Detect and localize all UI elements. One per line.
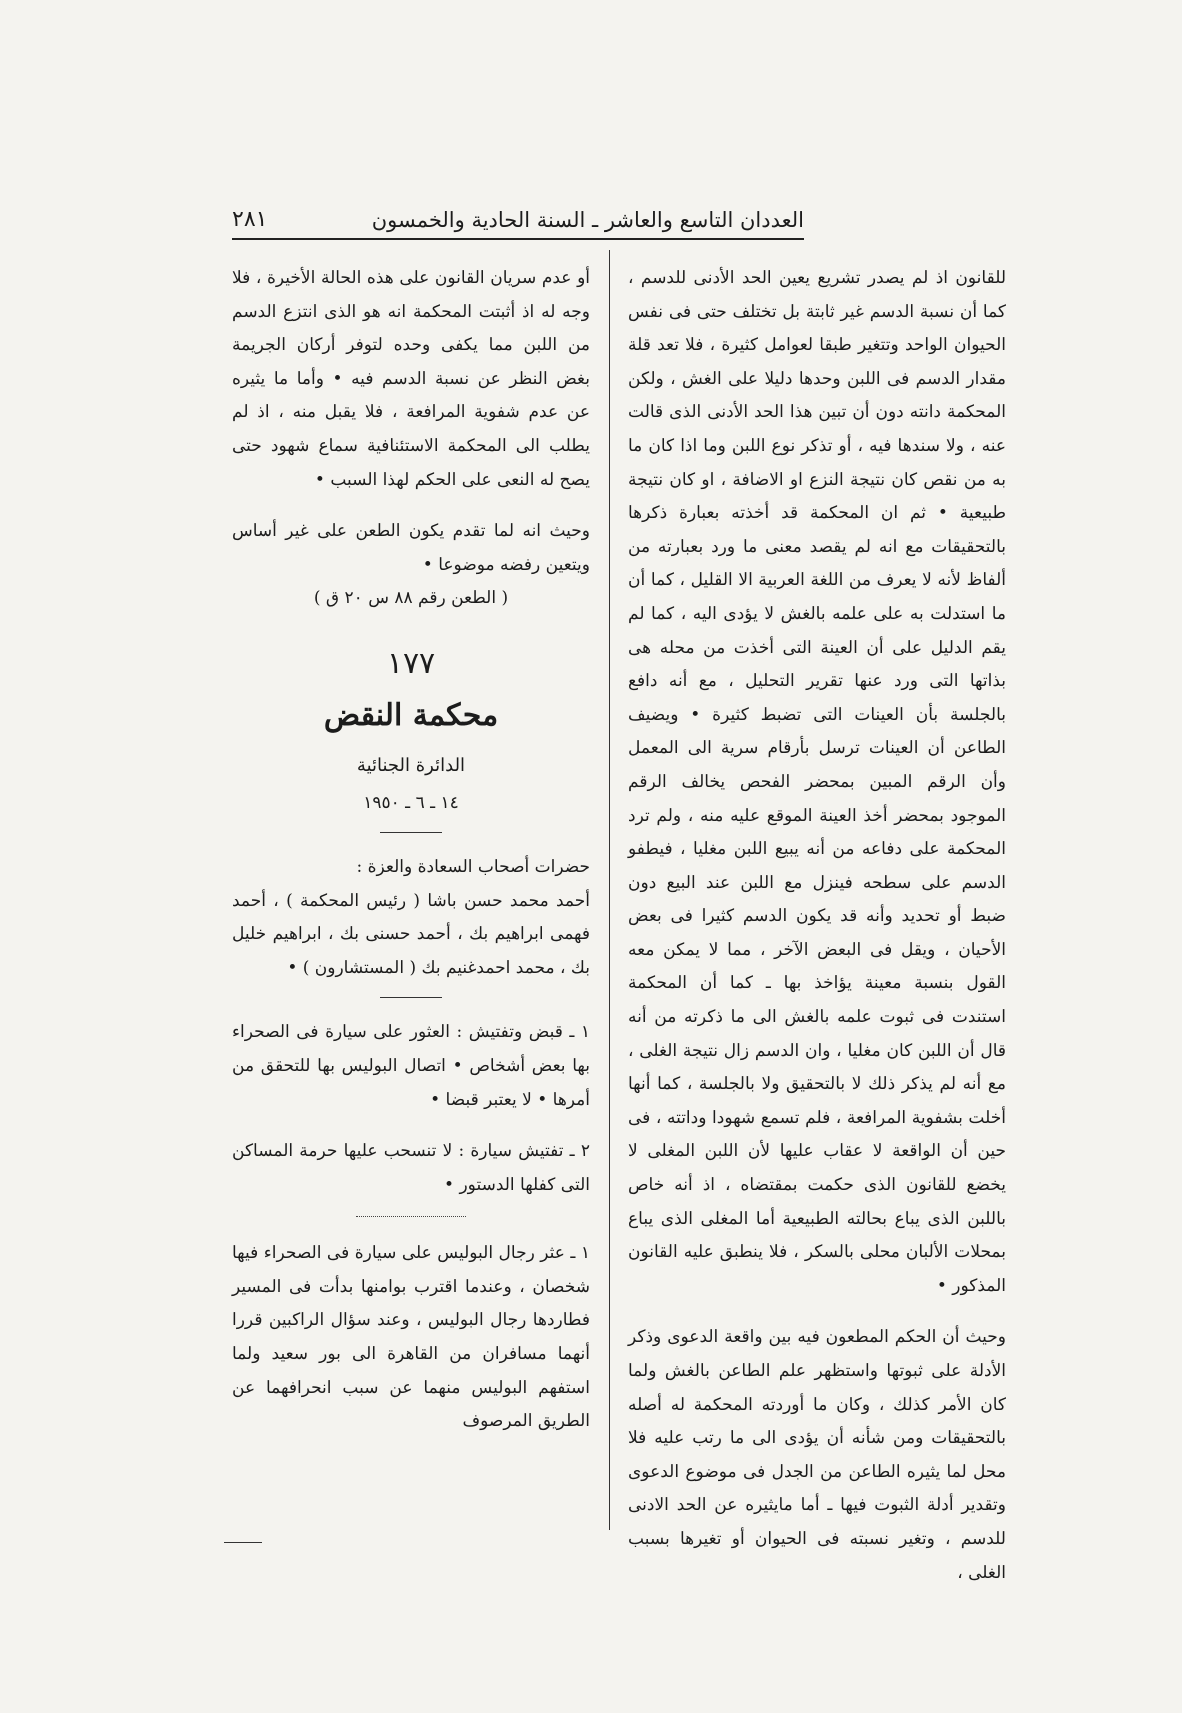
body-paragraph: أو عدم سريان القانون على هذه الحالة الأخيرة ، فلا وجه له اذ أثبتت المحكمة انه هو الذى انتزع الدسم من اللبن مما يكفى وحده لتوفر أركان الجريمة بغض النظر عن نسبة الدسم فيه • وأما ما يثيره عن عدم شفوية المرافعة ، فلا يقبل منه ، اذ لم يطلب الى المحكمة الاستئنافية سماع شهود حتى يصح له النعى على الحكم لهذا السبب • (232, 268, 590, 490)
section-rule (380, 832, 442, 833)
appeal-reference: ( الطعن رقم ٨٨ س ٢٠ ق ) (313, 588, 509, 609)
headnote-1: ١ ـ قبض وتفتيش : العثور على سيارة فى الصحراء بها بعض أشخاص • اتصال البوليس بها للتحقق من أمرها • لا يعتبر قبضا • (232, 1022, 590, 1110)
court-name: محكمة النقض (323, 697, 499, 733)
page-header (232, 196, 804, 232)
headnote-2: ٢ ـ تفتيش سيارة : لا تنسحب عليها حرمة المساكن التى كفلها الدستور • (232, 1141, 590, 1195)
case-number: ١٧٧ (386, 645, 436, 681)
column-divider (609, 250, 610, 1530)
judges-list: أحمد محمد حسن باشا ( رئيس المحكمة ) ، أحمد فهمى ابراهيم بك ، أحمد حسنى بك ، ابراهيم خليل بك ، محمد احمدغنيم بك ( المستشارون ) • (232, 890, 590, 978)
conclusion-paragraph: وحيث انه لما تقدم يكون الطعن على غير أساس ويتعين رفضه موضوعا • (232, 521, 590, 575)
left-column (232, 262, 590, 1439)
judgment-date: ١٤ ـ ٦ ـ ١٩٥٠ (363, 792, 459, 813)
division-name: الدائرة الجنائية (356, 754, 466, 776)
running-title: العددان التاسع والعاشر ـ السنة الحادية والخمسون (371, 208, 804, 232)
page-number: ٢٨١ (232, 207, 268, 232)
section-rule (380, 997, 442, 998)
right-column (628, 262, 1006, 1590)
facts-paragraph: ١ ـ عثر رجال البوليس على سيارة فى الصحراء فيها شخصان ، وعندما اقترب بوامنها بدأت فى المسير فطاردها رجال البوليس ، وعند سؤال الراكبين قررا أنهما مسافران من القاهرة الى بور سعيد ولما استفهم البوليس منهما عن سبب انحرافهما عن الطريق المرصوف (232, 1243, 590, 1432)
header-rule (232, 238, 804, 240)
judges-intro: حضرات أصحاب السعادة والعزة : (356, 856, 590, 877)
body-paragraph: وحيث أن الحكم المطعون فيه بين واقعة الدعوى وذكر الأدلة على ثبوتها واستظهر علم الطاعن بالغش ولما كان الأمر كذلك ، وكان ما أوردته المحكمة له أصله بالتحقيقات ومن شأنه أن يؤدى الى ما رتب عليه فلا محل لما يثيره الطاعن من الجدل فى موضوع الدعوى وتقدير أدلة الثبوت فيها ـ أما مايثيره عن الحد الادنى للدسم ، وتغير نسبته فى الحيوان أو تغيرها بسبب الغلى ، (628, 1327, 1006, 1583)
footer-mark (224, 1542, 262, 1543)
headnote-rule (356, 1216, 466, 1217)
body-paragraph: للقانون اذ لم يصدر تشريع يعين الحد الأدنى للدسم ، كما أن نسبة الدسم غير ثابتة بل تختلف حتى فى نفس الحيوان الواحد وتتغير طبقا لعوامل كثيرة ، فلا تعد قلة مقدار الدسم فى اللبن وحدها دليلا على الغش ، ولكن المحكمة دانته دون أن تبين هذا الحد الأدنى الذى قالت عنه ، ولا سندها فيه ، أو تذكر نوع اللبن وما اذا كان ما به من نقص كان نتيجة النزع او الاضافة ، او كان نتيجة طبيعية • ثم ان المحكمة قد أخذته بعبارة ذكرها بالتحقيقات مع انه لم يقصد معنى ما ورد بعبارته من ألفاظ لأنه لا يعرف من اللغة العربية الا القليل ، كما أن ما استدلت به على علمه بالغش لا يؤدى اليه ، كما لم يقم الدليل على أن العينة التى أخذت من محله هى بذاتها التى ورد عنها تقرير التحليل ، مع أنه دافع بالجلسة بأن العينات التى تضبط كثيرة • ويضيف الطاعن أن العينات ترسل بأرقام سرية الى المعمل وأن الرقم المبين بمحضر الفحص يخالف الرقم الموجود بمحضر أخذ العينة الموقع عليه منه ، ولم ترد المحكمة على دفاعه من أنه يبيع اللبن مغليا ، فيطفو الدسم على سطحه فينزل مع اللبن عند البيع دون ضبط أو تحديد وأنه قد يكون الدسم كثيرا فى بعض الأحيان ، ويقل فى البعض الآخر ، مما لا يمكن معه القول بنسبة معينة يؤاخذ بها ـ كما أن المحكمة استندت فى ثبوت علمه بالغش الى ما ذكرته من أنه قال أن اللبن كان مغليا ، وان الدسم زال نتيجة الغلى ، مع أنه لم يذكر ذلك لا بالتحقيق ولا بالجلسة ، كما أنها أخلت بشفوية المرافعة ، فلم تسمع شهودا وداتته ، فى حين أن الواقعة لا عقاب عليها لأن اللبن المغلى لا يخضع للقانون الذى حكمت بمقتضاه ، اذ أنه خاص باللبن الذى يباع بحالته الطبيعية أما المغلى الذى يباع بمحلات الألبان محلى بالسكر ، فلا ينطبق عليه القانون المذكور • (628, 268, 1006, 1296)
